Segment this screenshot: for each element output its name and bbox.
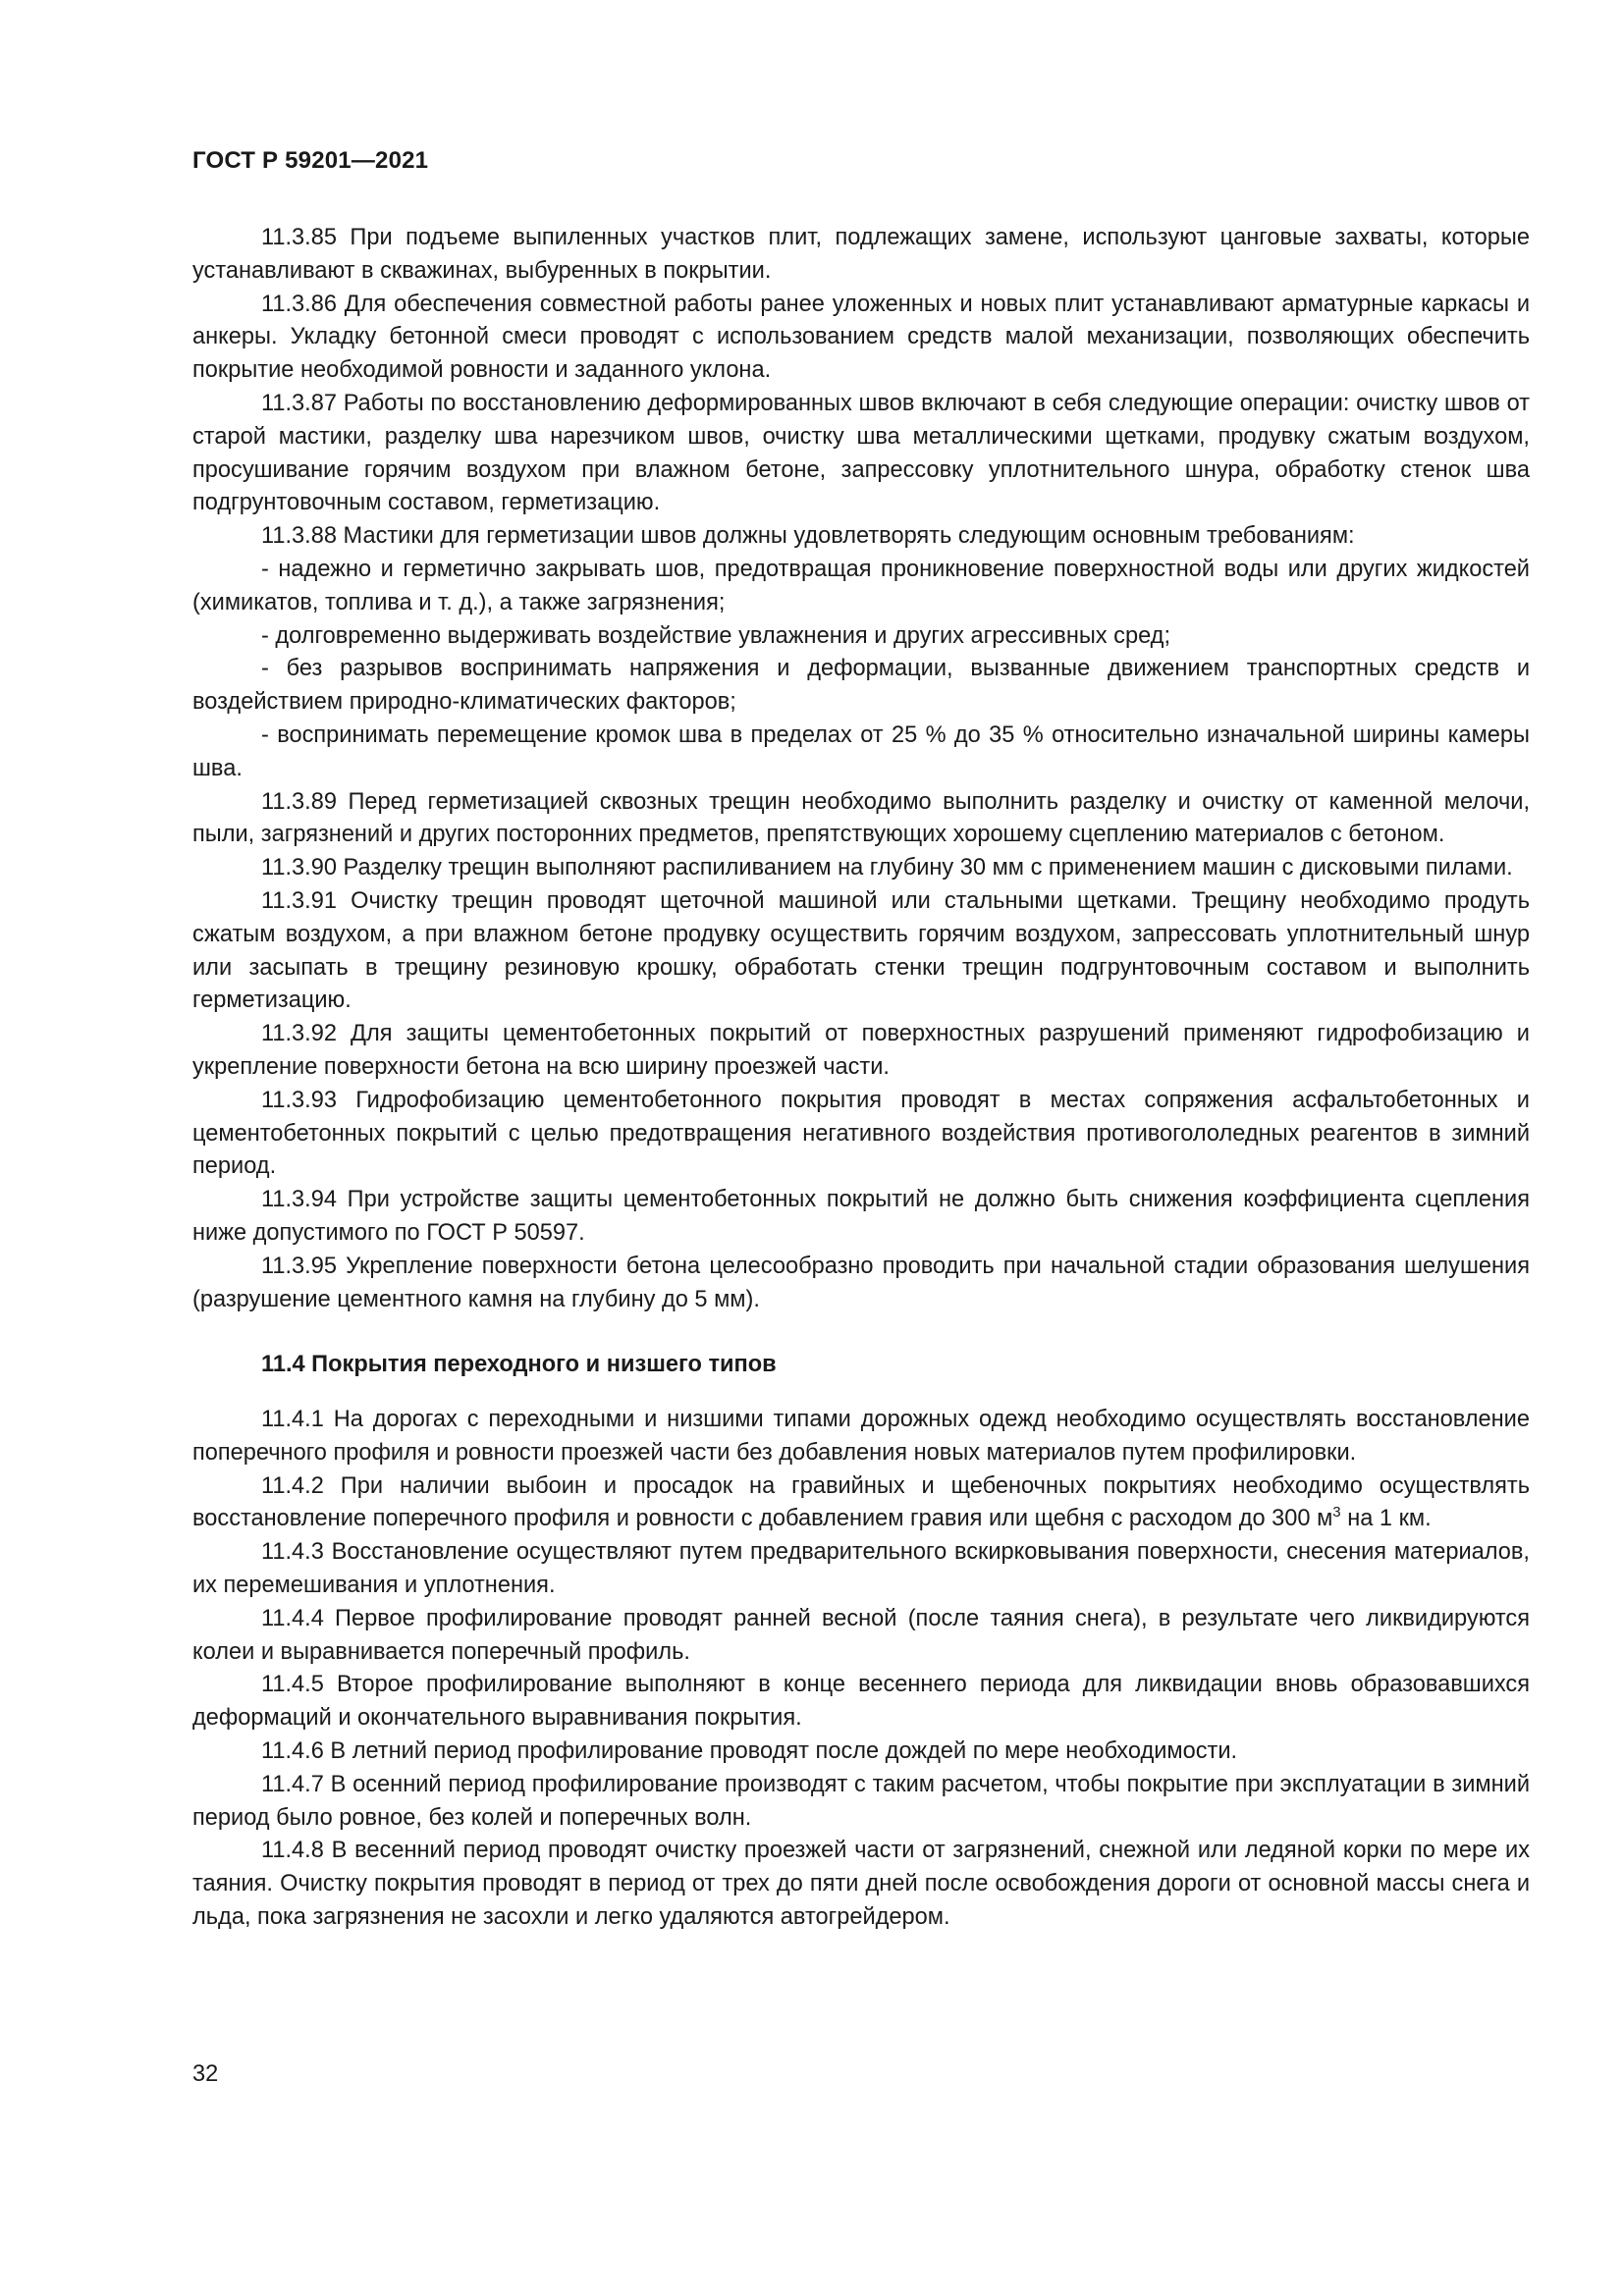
paragraph-11-3-94: 11.3.94 При устройстве защиты цементобетонных покрытий не должно быть снижения коэффициента сцепления ниже допустимого по ГОСТ Р 50597. (192, 1187, 1530, 1246)
paragraph-11-3-86: 11.3.86 Для обеспечения совместной работы ранее уложенных и новых плит устанавливают арматурные каркасы и анкеры. Укладку бетонной смеси проводят с использованием средств малой механизации, позволяющих обеспечить покрытие необходимой ровности и заданного уклона. (192, 291, 1530, 384)
paragraph-11-4-7: 11.4.7 В осенний период профилирование производят с таким расчетом, чтобы покрытие при эксплуатации в зимний период было ровное, без колей и поперечных волн. (192, 1771, 1530, 1831)
paragraph-11-4-5: 11.4.5 Второе профилирование выполняют в конце весеннего периода для ликвидации вновь образовавшихся деформаций и окончательного выравнивания покрытия. (192, 1672, 1530, 1732)
list-item: - без разрывов воспринимать напряжения и деформации, вызванные движением транспортных средств и воздействием природно-климатических факторов; (192, 656, 1530, 716)
superscript: 3 (1332, 1504, 1341, 1522)
page-number: 32 (192, 2061, 219, 2087)
list-item: - долговременно выдерживать воздействие увлажнения и других агрессивных сред; (261, 622, 1170, 649)
list-item: - воспринимать перемещение кромок шва в пределах от 25 % до 35 % относительно изначальной ширины камеры шва. (192, 721, 1530, 781)
paragraph-11-4-6: 11.4.6 В летний период профилирование проводят после дождей по мере необходимости. (261, 1738, 1238, 1765)
paragraph-11-3-89: 11.3.89 Перед герметизацией сквозных трещин необходимо выполнить разделку и очистку от каменной мелочи, пыли, загрязнений и других посторонних предметов, препятствующих хорошему сцеплению материалов с бетоном. (192, 788, 1530, 848)
document-body (192, 222, 1530, 1935)
paragraph-11-3-95: 11.3.95 Укрепление поверхности бетона целесообразно проводить при начальной стадии образования шелушения (разрушение цементного камня на глубину до 5 мм). (192, 1253, 1530, 1312)
list-item: - надежно и герметично закрывать шов, предотвращая проникновение поверхностной воды или других жидкостей (химикатов, топлива и т. д.), а также загрязнения; (192, 556, 1530, 615)
paragraph-11-3-88: 11.3.88 Мастики для герметизации швов должны удовлетворять следующим основным требованиям: (261, 523, 1355, 550)
paragraph-11-4-3: 11.4.3 Восстановление осуществляют путем предварительного вскирковывания поверхности, снесения материалов, их перемешивания и уплотнения. (192, 1539, 1530, 1599)
paragraph-text: на 1 км. (1340, 1506, 1432, 1532)
paragraph-11-3-85: 11.3.85 При подъеме выпиленных участков плит, подлежащих замене, используют цанговые захваты, которые устанавливают в скважинах, выбуренных в покрытии. (192, 225, 1530, 284)
paragraph-11-3-92: 11.3.92 Для защиты цементобетонных покрытий от поверхностных разрушений применяют гидрофобизацию и укрепление поверхности бетона на всю ширину проезжей части. (192, 1021, 1530, 1080)
paragraph-11-3-93: 11.3.93 Гидрофобизацию цементобетонного покрытия проводят в местах сопряжения асфальтобетонных и цементобетонных покрытий с целью предотвращения негативного воздействия противогололедных реагентов в зимний период. (192, 1087, 1530, 1180)
paragraph-11-3-91: 11.3.91 Очистку трещин проводят щеточной машиной или стальными щетками. Трещину необходимо продуть сжатым воздухом, а при влажном бетоне продувку осуществить горячим воздухом, запрессовать уплотнительный шнур или засыпать в трещину резиновую крошку, обработать стенки трещин подгрунтовочным составом и выполнить герметизацию. (192, 887, 1530, 1014)
section-heading: 11.4 Покрытия переходного и низшего типов (261, 1352, 777, 1378)
paragraph-11-4-1: 11.4.1 На дорогах с переходными и низшими типами дорожных одежд необходимо осуществлять восстановление поперечного профиля и ровности проезжей части без добавления новых материалов путем профилировки. (192, 1407, 1530, 1466)
document-header: ГОСТ Р 59201—2021 (192, 147, 429, 174)
paragraph-11-3-87: 11.3.87 Работы по восстановлению деформированных швов включают в себя следующие операции: очистку швов от старой мастики, разделку шва нарезчиком швов, очистку шва металлическими щетками, продувку сжатым воздухом, просушивание горячим воздухом при влажном бетоне, запрессовку уплотнительного шнура, обработку стенок шва подгрунтовочным составом, герметизацию. (192, 390, 1530, 516)
paragraph-11-4-2 (192, 1470, 1530, 1537)
paragraph-11-4-4: 11.4.4 Первое профилирование проводят ранней весной (после таяния снега), в результате чего ликвидируются колеи и выравнивается поперечный профиль. (192, 1605, 1530, 1665)
paragraph-11-3-90: 11.3.90 Разделку трещин выполняют распиливанием на глубину 30 мм с применением машин с дисковыми пилами. (261, 855, 1513, 881)
paragraph-11-4-8: 11.4.8 В весенний период проводят очистку проезжей части от загрязнений, снежной или ледяной корки по мере их таяния. Очистку покрытия проводят в период от трех до пяти дней после освобождения дороги от основной массы снега и льда, пока загрязнения не засохли и легко удаляются автогрейдером. (192, 1838, 1530, 1931)
paragraph-text: 11.4.2 При наличии выбоин и просадок на гравийных и щебеночных покрытиях необходимо осуществлять восстановление поперечного профиля и ровности с добавлением гравия или щебня с расходом до 300 м (192, 1472, 1530, 1532)
